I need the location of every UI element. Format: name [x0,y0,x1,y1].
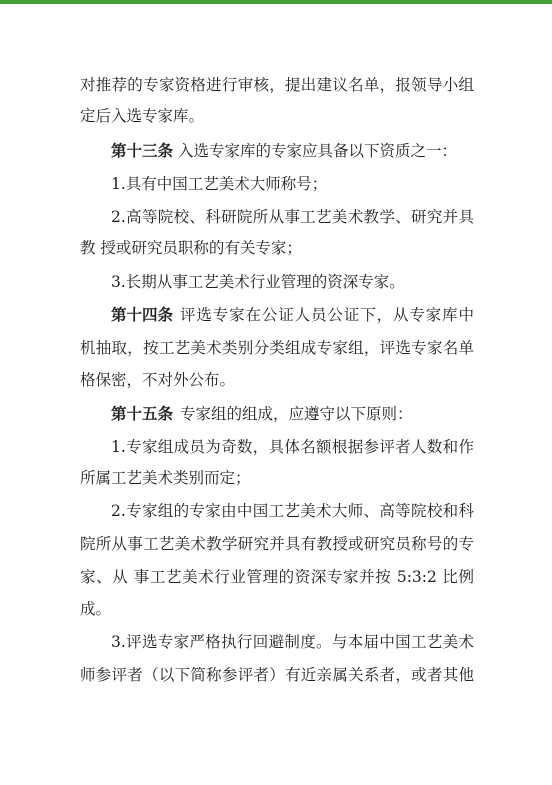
text-line: 定后入选专家库。 [80,107,205,125]
text-line: 2.高等院校、科研院所从事工艺美术教学、研究并具 [111,208,474,226]
text-line: 对推荐的专家资格进行审核，提出建议名单，报领导小组 [80,76,474,94]
text-line: 院所从事工艺美术教学研究并具有教授或研究员称号的专 [80,535,474,553]
article-heading: 第十四条 [111,305,174,324]
text-line: 所属工艺美术类别而定； [80,469,251,487]
text-line: 教 授或研究员职称的有关专家； [80,239,302,257]
article-heading: 第十五条 [111,404,174,423]
text-line: 格保密，不对外公布。 [80,371,236,389]
text-line: 2.专家组的专家由中国工艺美术大师、高等院校和科 [111,502,474,520]
text-line: 机抽取，按工艺美术类别分类组成专家组，评选专家名单 [80,339,474,357]
text-line: 3.长期从事工艺美术行业管理的资深专家。 [111,273,405,291]
text-line: 家、从 事工艺美术行业管理的资深专家并按 5:3:2 比例 [80,568,474,586]
text-line: 专家组的组成，应遵守以下原则： [180,405,413,423]
text-line: 师参评者（以下简称参评者）有近亲属关系者，或者其他 [80,666,474,684]
text-line: 入选专家库的专家应具备以下资质之一： [178,142,458,160]
text-line: 1.专家组成员为奇数，具体名额根据参评者人数和作 [111,438,474,456]
text-line: 评选专家在公证人员公证下，从专家库中 [180,306,474,324]
article-heading: 第十三条 [111,141,174,160]
text-line: 3.评选专家严格执行回避制度。与本届中国工艺美术 [111,633,474,651]
text-line: 1.具有中国工艺美术大师称号； [111,175,328,193]
text-line: 成。 [80,600,112,618]
